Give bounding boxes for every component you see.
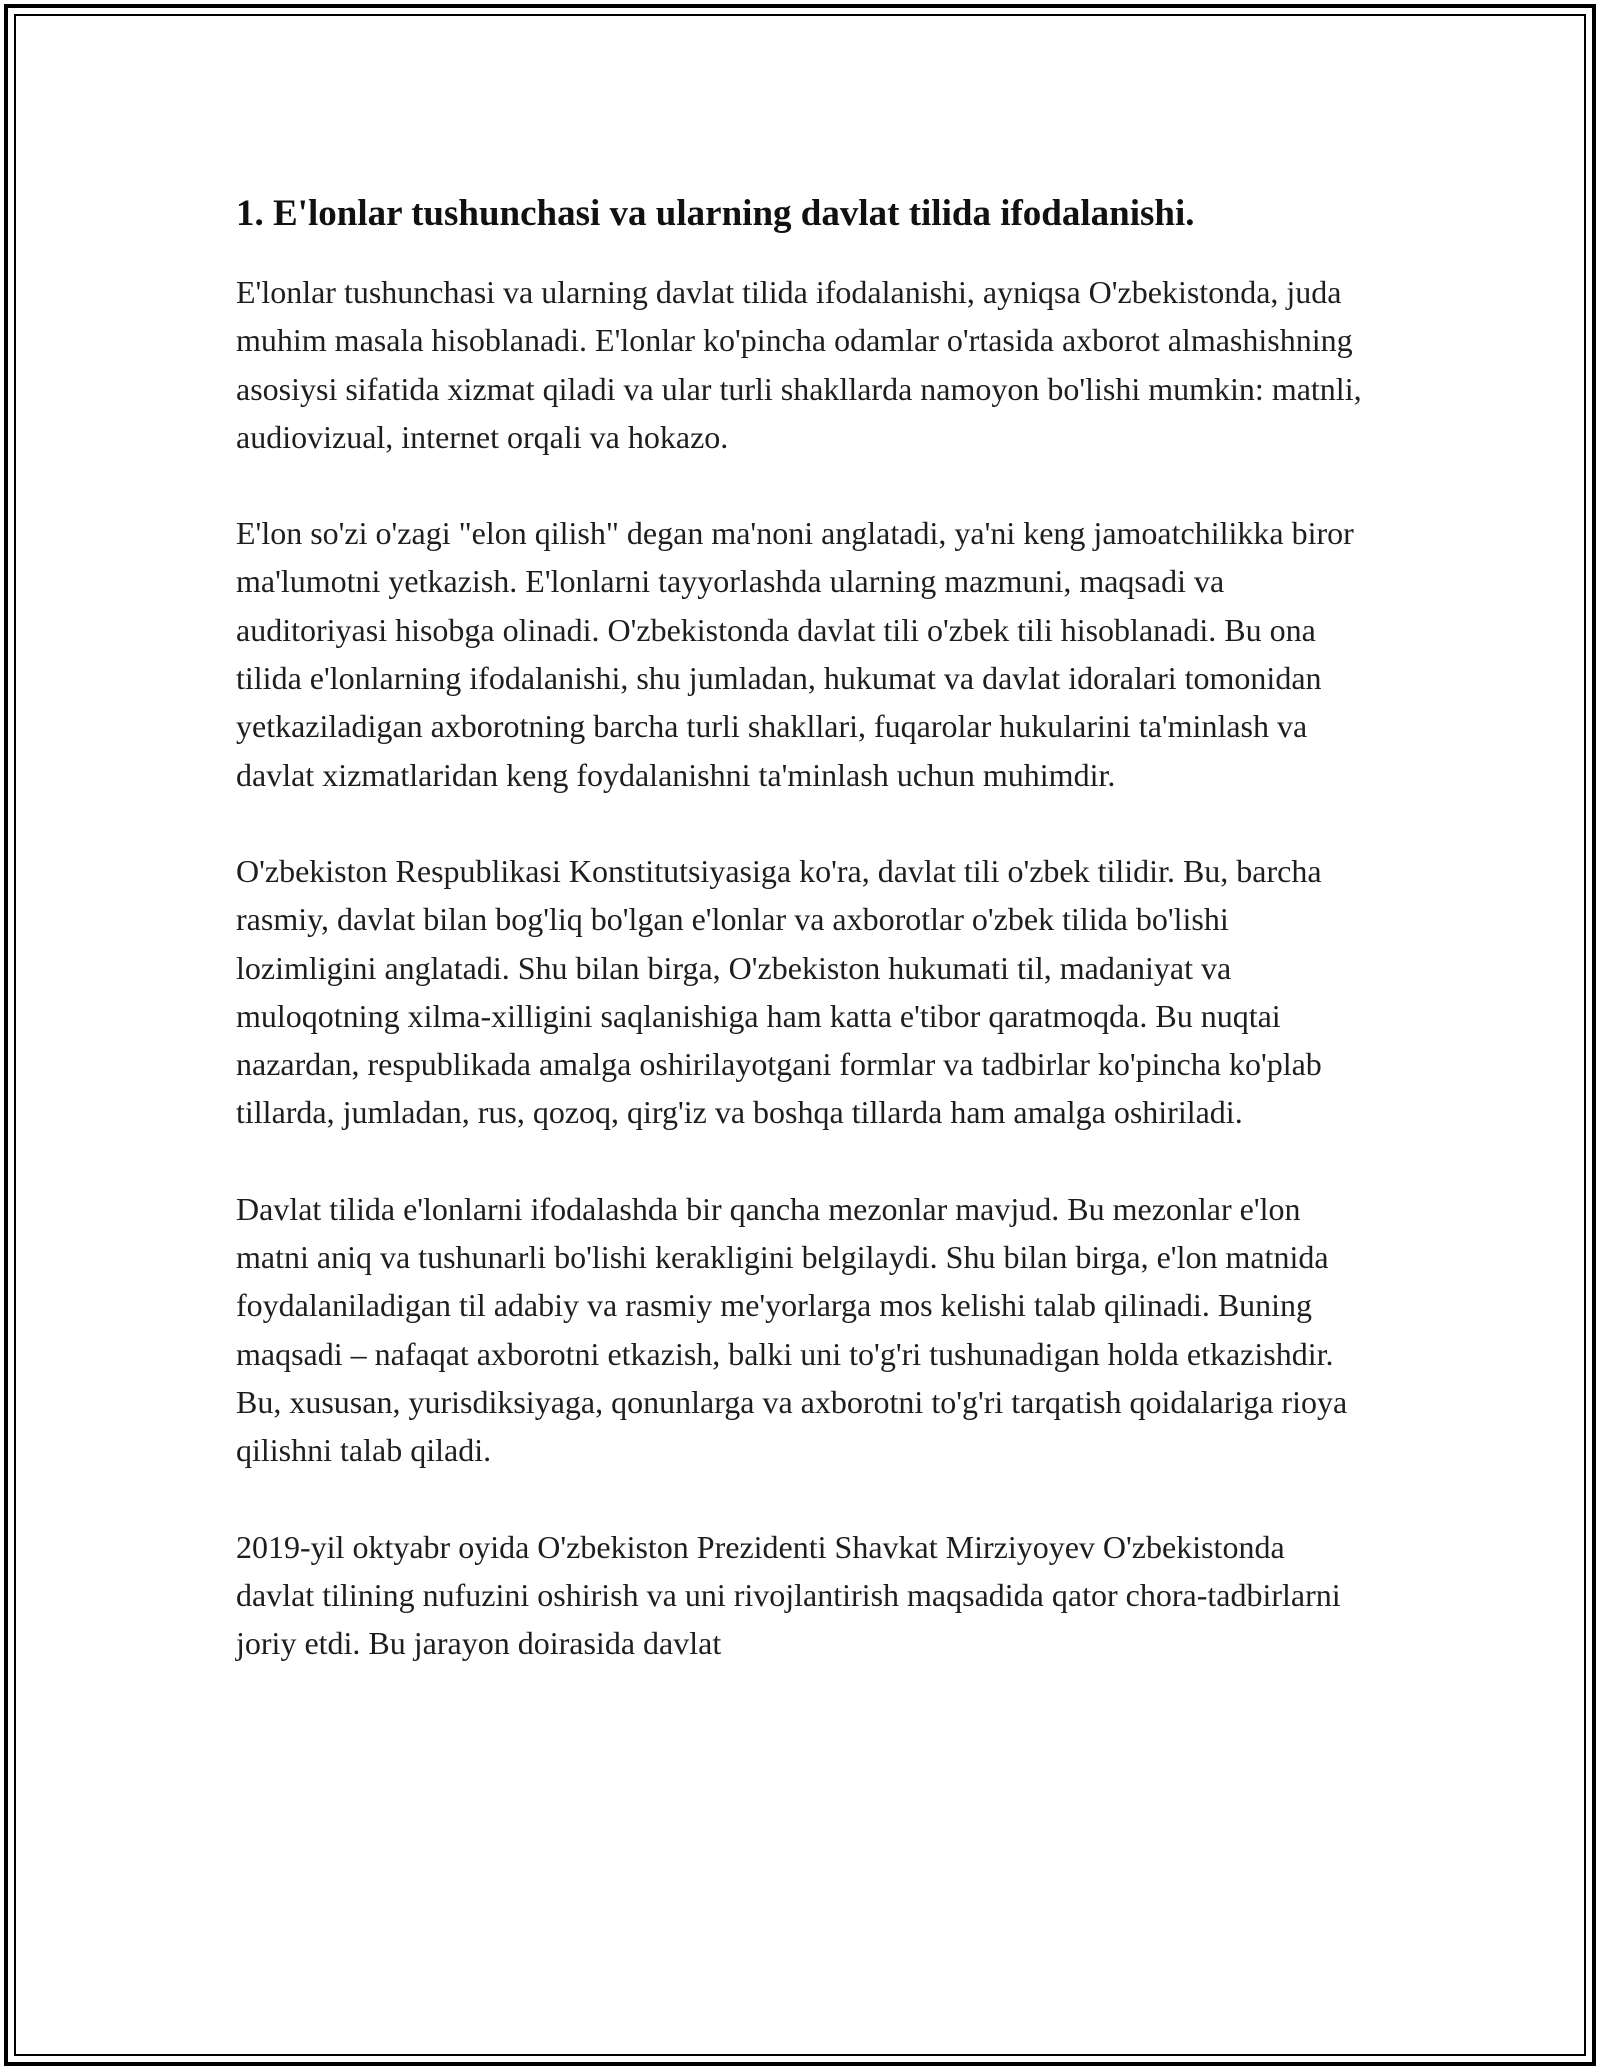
paragraph-3: O'zbekiston Respublikasi Konstitutsiyasiga ko'ra, davlat tili o'zbek tilidir. Bu, barcha rasmiy, davlat bilan bog'liq bo'lgan e'lonlar va axborotlar o'zbek tilida bo'lishi lozimligini anglatadi. Shu bilan birga, O'zbekiston hukumati til, madaniyat va muloqotning xilma-xilligini saqlanishiga ham katta e'tibor qaratmoqda. Bu nuqtai nazardan, respublikada amalga oshirilayotgani formlar va tadbirlar ko'pincha ko'plab tillarda, jumladan, rus, qozoq, qirg'iz va boshqa tillarda ham amalga oshiriladi. [236, 852, 1322, 1131]
section-heading: 1. E'lonlar tushunchasi va ularning davlat tilida ifodalanishi. [236, 193, 1195, 234]
document-body [236, 186, 1368, 1715]
paragraph-2: E'lon so'zi o'zagi "elon qilish" degan ma'noni anglatadi, ya'ni keng jamoatchilikka biror ma'lumotni yetkazish. E'lonlarni tayyorlashda ularning mazmuni, maqsadi va auditoriyasi hisobga olinadi. O'zbekistonda davlat tili o'zbek tili hisoblanadi. Bu ona tilida e'lonlarning ifodalanishi, shu jumladan, hukumat va davlat idoralari tomonidan yetkaziladigan axborotning barcha turli shakllari, fuqarolar hukularini ta'minlash va davlat xizmatlaridan keng foydalanishni ta'minlash uchun muhimdir. [236, 515, 1354, 793]
paragraph-1: E'lonlar tushunchasi va ularning davlat tilida ifodalanishi, ayniqsa O'zbekistonda, juda muhim masala hisoblanadi. E'lonlar ko'pincha odamlar o'rtasida axborot almashishning asosiysi sifatida xizmat qiladi va ular turli shakllarda namoyon bo'lishi mumkin: matnli, audiovizual, internet orqali va hokazo. [236, 274, 1362, 455]
paragraph-5: 2019-yil oktyabr oyida O'zbekiston Prezidenti Shavkat Mirziyoyev O'zbekistonda davlat tilining nufuzini oshirish va uni rivojlantirish maqsadida qator chora-tadbirlarni joriy etdi. Bu jarayon doirasida davlat [236, 1528, 1341, 1662]
paragraph-4: Davlat tilida e'lonlarni ifodalashda bir qancha mezonlar mavjud. Bu mezonlar e'lon matni aniq va tushunarli bo'lishi kerakligini belgilaydi. Shu bilan birga, e'lon matnida foydalaniladigan til adabiy va rasmiy me'yorlarga mos kelishi talab qilinadi. Buning maqsadi – nafaqat axborotni etkazish, balki uni to'g'ri tushunadigan holda etkazishdir. Bu, xususan, yurisdiksiyaga, qonunlarga va axborotni to'g'ri tarqatish qoidalariga rioya qilishni talab qiladi. [236, 1190, 1348, 1469]
